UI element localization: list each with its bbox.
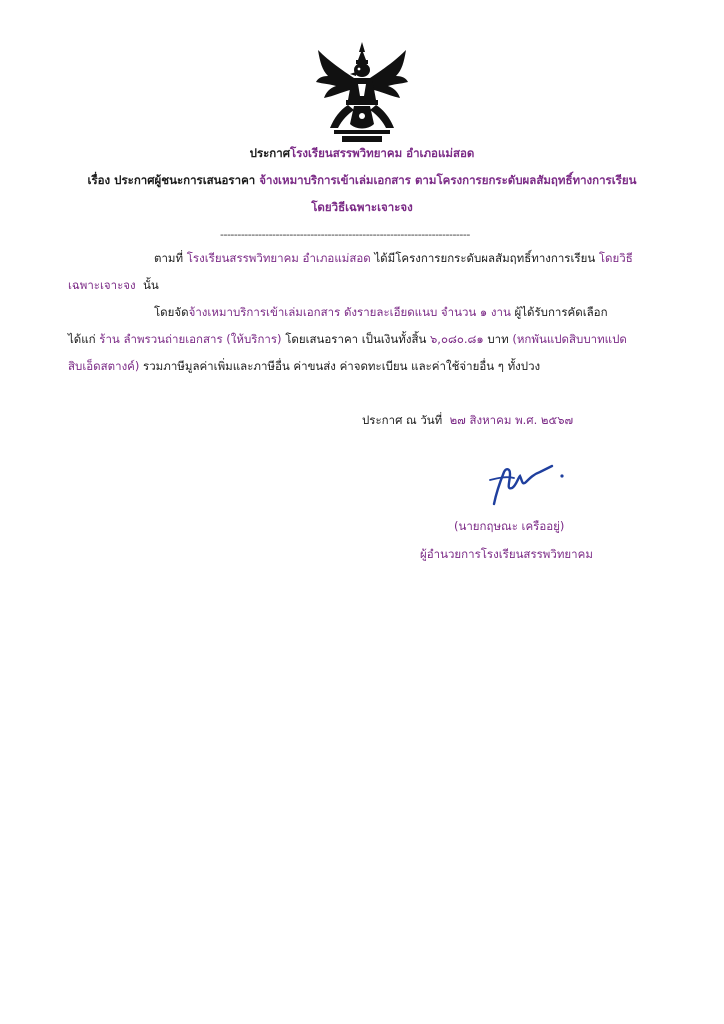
title-prefix: ประกาศ bbox=[249, 146, 291, 160]
p3-amount: ๖,๐๘๐.๘๑ bbox=[429, 332, 484, 346]
paragraph-2-line-2 bbox=[68, 331, 627, 347]
separator-line: ------------------------------------------------------------------------ bbox=[220, 228, 470, 241]
p3-words-a: (หกพันแปดสิบบาทแปด bbox=[512, 332, 627, 346]
p1-school: โรงเรียนสรรพวิทยาคม อำเภอแม่สอด bbox=[186, 251, 371, 265]
p2-item: จ้างเหมาบริการเข้าเล่มเอกสาร bbox=[188, 305, 341, 319]
title-school: โรงเรียนสรรพวิทยาคม อำเภอแม่สอด bbox=[290, 146, 475, 160]
p3-baht: บาท bbox=[487, 332, 509, 346]
announce-date-value: ๒๗ สิงหาคม พ.ศ. ๒๕๖๗ bbox=[449, 413, 574, 427]
handwritten-signature bbox=[482, 460, 568, 510]
p1-method-a: โดยวิธี bbox=[598, 251, 633, 265]
p3-vendor: ร้าน ลำพรวนถ่ายเอกสาร (ให้บริการ) bbox=[99, 332, 282, 346]
announce-date bbox=[362, 412, 573, 428]
paragraph-2-line-1 bbox=[154, 304, 608, 320]
subject-text-1: จ้างเหมาบริการเข้าเล่มเอกสาร ตามโครงการยกระดับผลสัมฤทธิ์ทางการเรียน bbox=[259, 173, 637, 187]
p1-prefix: ตามที่ bbox=[154, 251, 184, 265]
p1-end: นั้น bbox=[142, 278, 159, 292]
p3-rest: รวมภาษีมูลค่าเพิ่มและภาษีอื่น ค่าขนส่ง ค่าจดทะเบียน และค่าใช้จ่ายอื่น ๆ ทั้งปวง bbox=[143, 359, 541, 373]
p3-words-b: สิบเอ็ดสตางค์) bbox=[68, 359, 140, 373]
subject-prefix: เรื่อง ประกาศผู้ชนะการเสนอราคา bbox=[87, 173, 256, 187]
p3-offer: โดยเสนอราคา เป็นเงินทั้งสิ้น bbox=[285, 332, 427, 346]
p3-prefix: ได้แก่ bbox=[68, 332, 96, 346]
p1-method-b: เฉพาะเจาะจง bbox=[68, 278, 136, 292]
p1-project: ได้มีโครงการยกระดับผลสัมฤทธิ์ทางการเรียน bbox=[374, 251, 596, 265]
announcement-title bbox=[0, 145, 724, 161]
garuda-emblem bbox=[312, 40, 412, 144]
paragraph-1-line-1 bbox=[154, 250, 633, 266]
signatory-position: ผู้อำนวยการโรงเรียนสรรพวิทยาคม bbox=[420, 547, 593, 561]
signatory-name: (นายกฤษณะ เครืออยู่) bbox=[454, 519, 565, 533]
paragraph-1-line-2 bbox=[68, 277, 159, 293]
subject-line-1 bbox=[0, 172, 724, 188]
announce-date-label: ประกาศ ณ วันที่ bbox=[362, 413, 443, 427]
p2-prefix: โดยจัด bbox=[154, 305, 189, 319]
subject-line-2: โดยวิธีเฉพาะเจาะจง bbox=[311, 200, 413, 214]
paragraph-2-line-3 bbox=[68, 358, 540, 374]
p2-detail: ดังรายละเอียดแนบ จำนวน ๑ งาน bbox=[343, 305, 511, 319]
p2-selected: ผู้ได้รับการคัดเลือก bbox=[514, 305, 608, 319]
